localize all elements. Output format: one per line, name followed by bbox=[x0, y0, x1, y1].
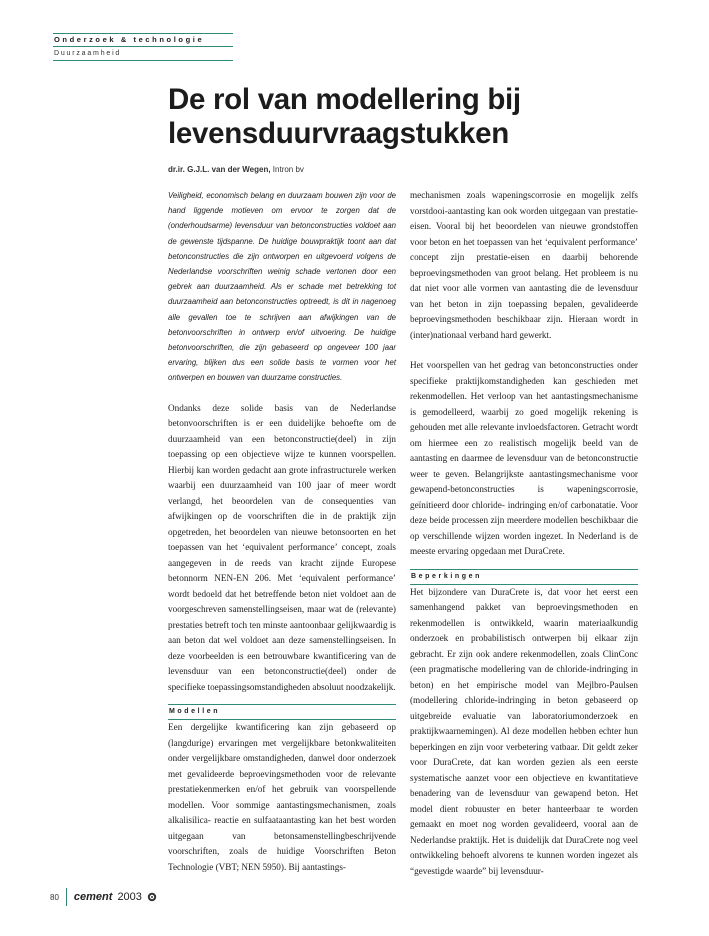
author-line bbox=[168, 165, 304, 174]
section-heading-modellen: Modellen bbox=[168, 704, 396, 720]
body-paragraph: Een dergelijke kwantificering kan zijn gebaseerd op (langdurige) ervaringen met vergelijkbare betonkwaliteiten onder vergelijkbare omstandigheden, danwel door onderzoek met gevalideerde beproevingsmethoden voor de relevante prestatiekenmerken en/of het gebruik van voorspellende modellen. Voor sommige aantastingsmechanismen, zoals alkalisilica- reactie en sulfaataantasting kan het best worden uitgegaan van betonsamenstellingbeschrijvende voorschriften, zoals de huidige Voorschriften Beton Technologie (VBT; NEN 5950). Bij aantastings- bbox=[168, 722, 396, 872]
page-number: 80 bbox=[50, 892, 59, 902]
body-paragraph: Het voorspellen van het gedrag van betonconstructies onder specifieke praktijkomstandigheden kan geschieden met rekenmodellen. Het verloop van het aantastingsmechanisme is gemodelleerd, waarbij zo goed mogelijk rekening is gehouden met alle relevante invloedsfactoren. Getracht wordt om hiermee een zo realistisch mogelijk beeld van de aantasting en daarmee de levensduur van de betonconstructie weer te geven. Belangrijkste aantastingsmechanisme voor gewapend-betonconstructies is wapeningscorrosie, geïnitieerd door chloride- indringing en/of carbonatatie. Voor deze beide processen zijn meerdere modellen beschikbaar die op verschillende wijzen worden ingezet. In Nederland is de meeste ervaring opgedaan met DuraCrete. bbox=[410, 360, 638, 556]
author-affiliation: Intron bv bbox=[272, 165, 304, 174]
page-footer bbox=[50, 888, 157, 906]
text-column-left bbox=[168, 188, 396, 875]
paragraph-gap bbox=[410, 343, 638, 358]
magazine-year: 2003 bbox=[117, 891, 142, 903]
body-paragraph: Het bijzondere van DuraCrete is, dat voor het eerst een samenhangend pakket van beproevingsmethoden en rekenmodellen is ontwikkeld, waarin materiaalkundig onderzoek en probabilistisch ontwerpen bij elkaar zijn gebracht. Er zijn ook andere rekenmodellen, zoals ClinConc (een pragmatische modellering van de chloride-indringing in beton) en het empirische model van Mejlbro-Paulsen (modellering chloride-indringing in beton gebaseerd op uitgebreide evaluatie van laboratoriumonderzoek en praktijkwaarnemingen). Al deze modellen hebben echter hun beperkingen en zijn voor verbetering vatbaar. Dit geldt zeker voor DuraCrete, dat kan worden gezien als een eerste systematische aanzet voor een objectieve en kwantitatieve benadering van de levensduur van gewapend beton. Het model dient robuuster en beter hanteerbaar te worden gemaakt en moet nog worden gevalideerd, vooral aan de Nederlandse praktijk. Het is duidelijk dat DuraCrete nog veel ontwikkeling behoeft alvorens te kunnen worden ingezet als “gevestigde waarde” bij levensduur- bbox=[410, 586, 638, 876]
footer-divider bbox=[66, 888, 67, 906]
section-label: Onderzoek & technologie bbox=[54, 35, 205, 44]
author-name: dr.ir. G.J.L. van der Wegen, bbox=[168, 165, 271, 174]
article-title: De rol van modellering bij levensduurvraagstukken bbox=[168, 83, 521, 150]
body-paragraph: mechanismen zoals wapeningscorrosie en mogelijk zelfs vorstdooi-aantasting kan ook worden uitgegaan van prestatie-eisen. Vooral bij het beoordelen van nieuwe grondstoffen voor beton en het toepassen van het ‘equivalent performance’ concept zijn prestatie-eisen en daarbij behorende beproevingsmethoden van groot belang. Het probleem is nu dat niet voor alle vormen van aantasting die de levensduur van het beton in zijn toepassing bepalen, gevalideerde beproevingsmethoden beschikbaar zijn. Hieraan wordt in (inter)nationaal verband hard gewerkt. bbox=[410, 190, 638, 340]
body-paragraph: Ondanks deze solide basis van de Nederlandse betonvoorschriften is er een duidelijke behoefte om de duurzaamheid van een betonconstructie(deel) in zijn toepassing op een objectieve wijze te kunnen voorspellen. Hierbij kan worden gedacht aan grote infrastructurele werken waarbij een duurzaamheid van 100 jaar of meer wordt verlangd, het beoordelen van de consequenties van afwijkingen op de voorschriften die in de praktijk zijn opgetreden, het beoordelen van nieuwe betonsoorten en het toepassen van het ‘equivalent performance’ concept, zoals aangegeven in de reeds van kracht zijnde Europese betonnorm NEN-EN 206. Met ‘equivalent performance’ wordt bedoeld dat het betreffende beton niet voldoet aan de voorgeschreven samenstellingseisen, maar wat de (relevante) prestaties betreft toch ten minste aantoonbaar gelijkwaardig is aan beton dat wel voldoet aan deze samenstellingseisen. In deze voorbeelden is een betrouwbare kwantificering van de levensduur van een betonconstructie(deel) onder de specifieke toepassingsomstandigheden absoluut noodzakelijk. bbox=[168, 402, 396, 692]
subsection-label: Duurzaamheid bbox=[54, 50, 122, 57]
cement-logo-icon bbox=[147, 892, 157, 902]
intro-paragraph: Veiligheid, economisch belang en duurzaam bouwen zijn voor de hand liggende motieven om ervoor te zorgen dat de (onderhoudsarme) levensduur van betonconstructies voldoet aan de gewenste tijdspanne. De huidige bouwpraktijk toont aan dat betonconstructies die zijn ontworpen en uitgevoerd volgens de Nederlandse voorschriften weinig schade vertonen door een gebrek aan duurzaamheid. Als er schade met betrekking tot duurzaamheid aan betonconstructies optreedt, is dit in nagenoeg alle gevallen toe te schrijven aan afwijkingen van de betonvoorschriften in ontwerp en/of uitvoering. De huidige betonvoorschriften, die zijn gebaseerd op ongeveer 100 jaar ervaring, blijken dus een solide basis te vormen voor het ontwerpen en bouwen van duurzame constructies. bbox=[168, 191, 396, 383]
text-column-right bbox=[410, 188, 638, 879]
header-rule-bottom bbox=[53, 60, 233, 61]
magazine-name: cement bbox=[73, 891, 113, 903]
section-header bbox=[53, 33, 233, 61]
section-heading-beperkingen: Beperkingen bbox=[410, 569, 638, 585]
